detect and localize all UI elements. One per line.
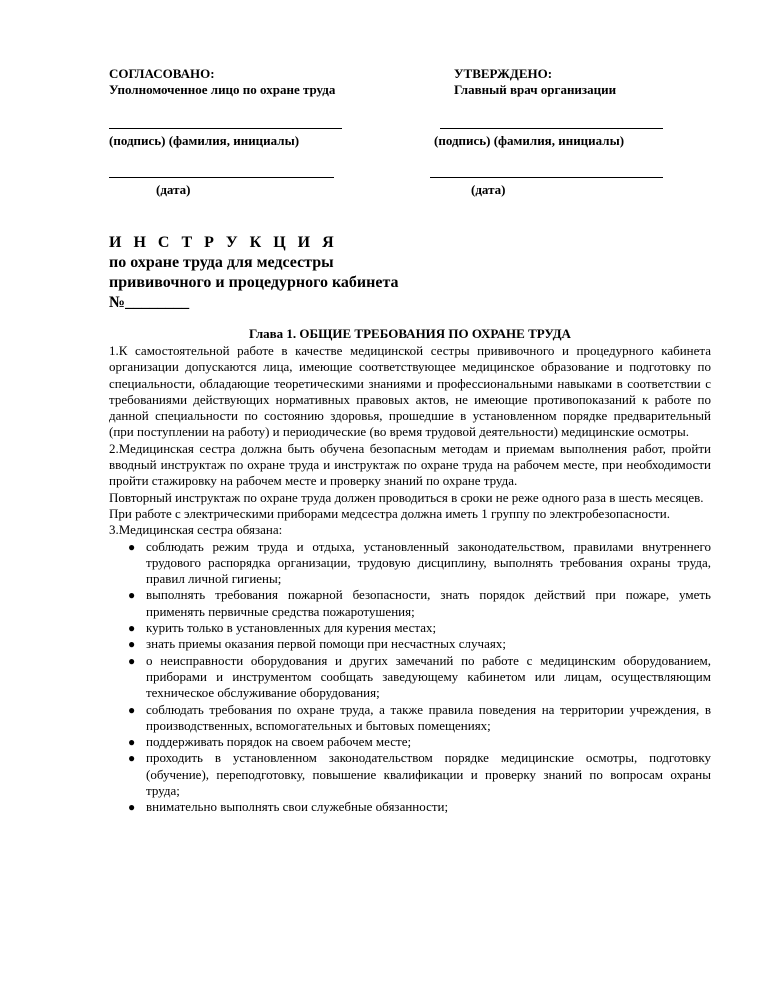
title-line-1: по охране труда для медсестры [109, 254, 334, 271]
paragraph: 2.Медицинская сестра должна быть обучена безопасным методам и приемам выполнения работ, пройти вводный инструктаж по охране труда и инструктаж по охране труда на рабочем месте, при необходимости пройти стажировку на рабочем месте и проверку знаний по охране труда. [109, 440, 711, 489]
list-item-text: поддерживать порядок на своем рабочем месте; [146, 734, 412, 750]
bullet-icon: ● [128, 751, 136, 766]
bullet-icon: ● [128, 735, 136, 750]
agreed-role: Уполномоченное лицо по охране труда [109, 82, 336, 97]
bullet-icon: ● [128, 800, 136, 815]
approved-heading: УТВЕРЖДЕНО: [454, 66, 553, 81]
list-item-text: внимательно выполнять свои служебные обязанности; [146, 799, 449, 815]
agreed-date-line [109, 177, 334, 178]
approved-signature-line [440, 128, 663, 129]
paragraph: 3.Медицинская сестра обязана: [109, 522, 283, 538]
agreed-date-caption: (дата) [156, 182, 191, 197]
list-item-text: соблюдать требования по охране труда, а также правила поведения на территории учреждения, в производственных, вспомогательных и бытовых помещениях; [146, 701, 711, 733]
agreed-signature-line [109, 128, 342, 129]
approval-block-agreed [109, 66, 359, 98]
list-item-text: знать приемы оказания первой помощи при несчастных случаях; [146, 636, 506, 652]
approved-date-line [430, 177, 663, 178]
list-item [109, 620, 711, 636]
approval-block-approved [430, 66, 710, 98]
list-item-text: соблюдать режим труда и отдыха, установленный законодательством, правилами внутреннего трудового распорядка организации, трудовую дисциплину, выполнять требования охраны труда, правил личной гигиены; [146, 538, 711, 587]
list-item-text: выполнять требования пожарной безопасности, знать порядок действий при пожаре, уметь применять первичные средства пожаротушения; [146, 587, 711, 619]
bullet-icon: ● [128, 588, 136, 603]
chapter-heading: Глава 1. ОБЩИЕ ТРЕБОВАНИЯ ПО ОХРАНЕ ТРУДА [249, 326, 571, 341]
paragraph: При работе с электрическими приборами медсестра должна иметь 1 группу по электробезопасности. [109, 505, 670, 521]
paragraph: Повторный инструктаж по охране труда должен проводиться в сроки не реже одного раза в шесть месяцев. [109, 489, 704, 505]
bullet-icon: ● [128, 637, 136, 652]
list-item [109, 734, 711, 750]
list-item [109, 636, 711, 652]
list-item-text: проходить в установленном законодательством порядке медицинские осмотры, подготовку (обучение), переподготовку, повышение квалификации и проверку знаний по вопросам охраны труда; [146, 750, 711, 799]
document-body [109, 343, 711, 816]
bullet-icon: ● [128, 621, 136, 636]
agreed-heading: СОГЛАСОВАНО: [109, 66, 215, 81]
paragraph: 1.К самостоятельной работе в качестве медицинской сестры прививочного и процедурного кабинета организации допускаются лица, имеющие соответствующее медицинское образование и подготовку по специальности, обладающие теоретическими знаниями и профессиональными навыками в соответствии с требованиями действующих нормативных правовых актов, не имеющие противопоказаний к работе по данной специальности по состоянию здоровья, прошедшие в установленном порядке предварительный (при поступлении на работу) и периодические (во время трудовой деятельности) медицинские осмотры. [109, 343, 711, 440]
approved-signature-caption: (подпись) (фамилия, инициалы) [434, 133, 625, 148]
list-item [109, 539, 711, 588]
approved-role: Главный врач организации [454, 82, 617, 97]
list-item-text: курить только в установленных для курения местах; [146, 620, 437, 636]
title-line-2: прививочного и процедурного кабинета [109, 274, 399, 291]
title-word: И Н С Т Р У К Ц И Я [109, 234, 338, 251]
list-item [109, 587, 711, 620]
document-title [109, 233, 399, 313]
list-item [109, 750, 711, 799]
approved-date-caption: (дата) [471, 182, 506, 197]
list-item [109, 653, 711, 702]
list-item [109, 799, 711, 815]
bullet-icon: ● [128, 702, 136, 717]
agreed-signature-caption: (подпись) (фамилия, инициалы) [109, 133, 300, 148]
list-item-text: о неисправности оборудования и других замечаний по работе с медицинским оборудованием, приборами и инструментом сообщать заведующему кабинетом или лицам, осуществляющим техническое обслуживание оборудования; [146, 652, 711, 701]
bullet-icon: ● [128, 653, 136, 668]
duties-list [109, 539, 711, 816]
list-item [109, 702, 711, 735]
bullet-icon: ● [128, 539, 136, 554]
document-number: №________ [109, 294, 190, 311]
